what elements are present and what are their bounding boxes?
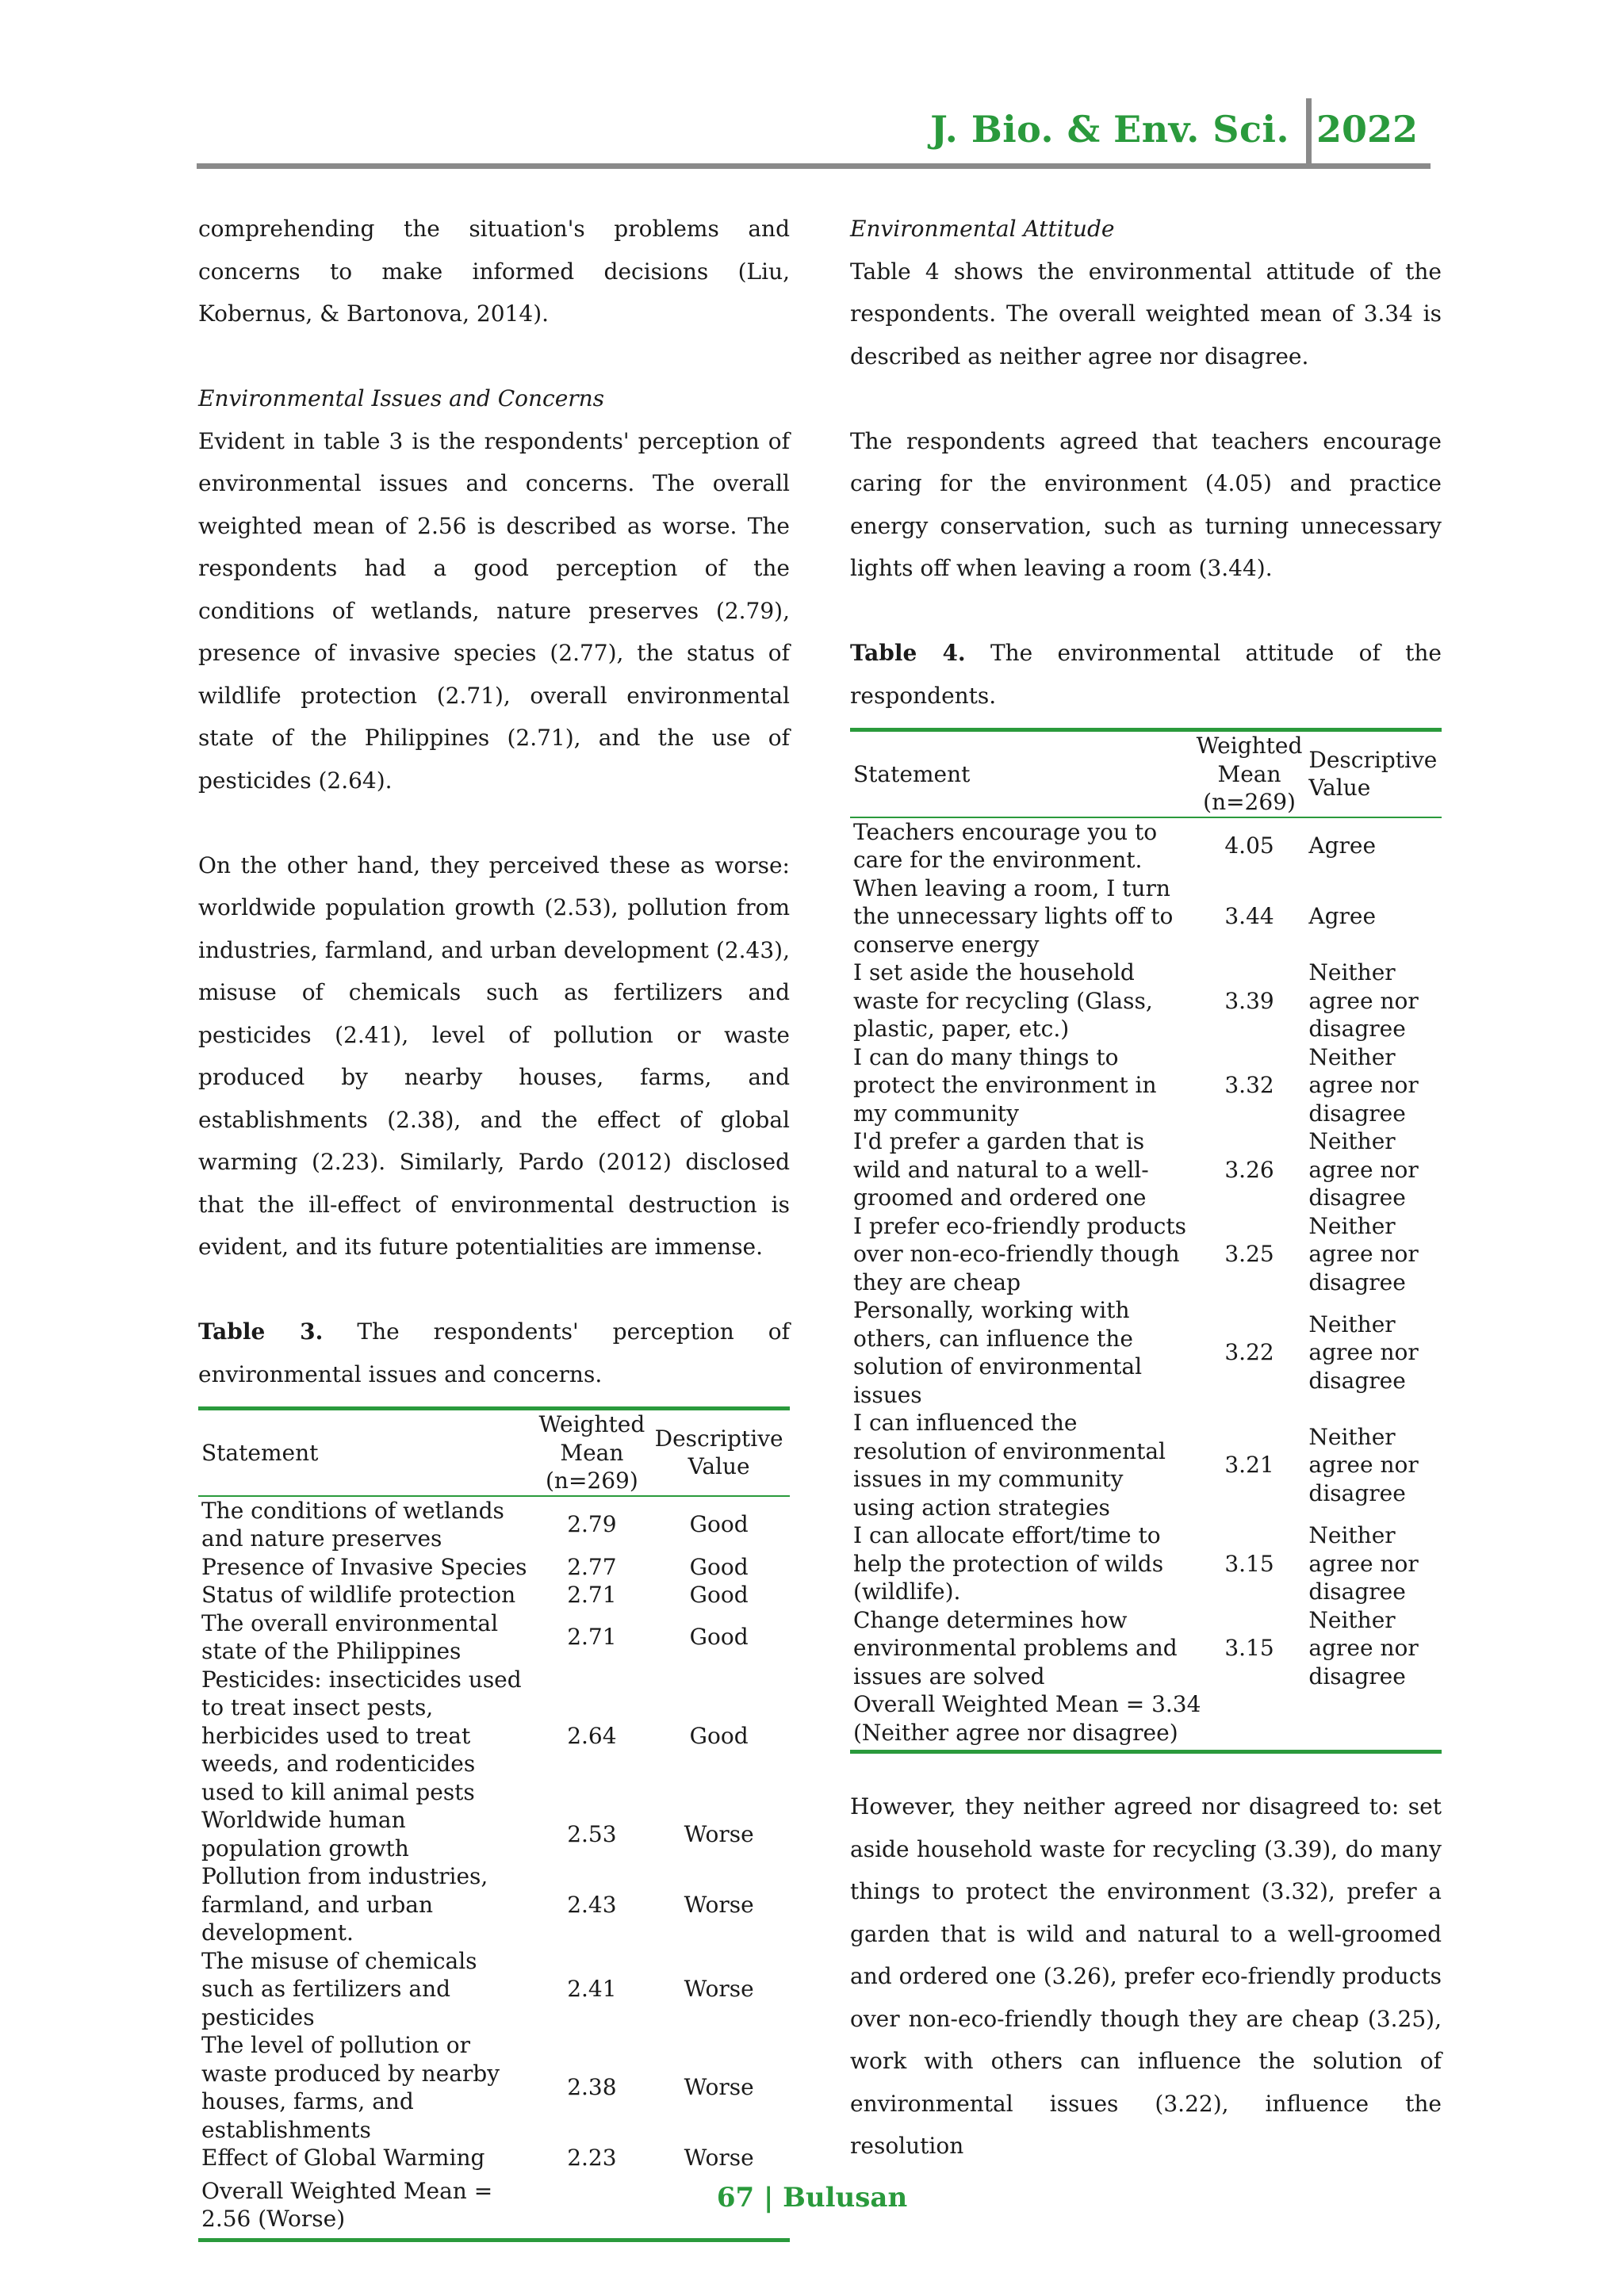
intro-paragraph: comprehending the situation's problems and concerns to make informed decisions (Liu, Kobernus, & Bartonova, 2014). <box>198 216 790 327</box>
table3-header-mean: Weighted Mean (n=269) <box>538 1411 645 1494</box>
table4-caption <box>850 632 1442 717</box>
section-heading-issues: Environmental Issues and Concerns <box>198 385 605 411</box>
table4-overall-row <box>850 1690 1442 1752</box>
table4-statement: Change determines how environmental problems and issues are solved <box>853 1606 1178 1689</box>
table4-mean: 3.32 <box>1224 1072 1274 1098</box>
table-row <box>850 1212 1442 1297</box>
table4-desc: Neither agree nor disagree <box>1308 1212 1419 1295</box>
table3-header-desc: Descriptive Value <box>654 1425 783 1480</box>
table3-mean: 2.77 <box>567 1553 617 1580</box>
table4-caption-text: The environmental attitude of the respondents. <box>850 640 1442 709</box>
table3-statement: The misuse of chemicals such as fertilizers and pesticides <box>201 1947 477 2030</box>
table4-mean: 3.44 <box>1224 903 1274 929</box>
header-divider <box>1306 98 1312 168</box>
table-row <box>850 874 1442 959</box>
table3-statement: Status of wildlife protection <box>201 1582 516 1608</box>
table3-mean: 2.53 <box>567 1820 617 1847</box>
table4-statement: I'd prefer a garden that is wild and natural to a well-groomed and ordered one <box>853 1128 1149 1211</box>
table-row <box>198 1806 790 1862</box>
table4-desc: Neither agree nor disagree <box>1308 1043 1419 1127</box>
table-row <box>850 1606 1442 1691</box>
table3-desc: Worse <box>684 2145 754 2171</box>
table4-overall: Overall Weighted Mean = 3.34 (Neither agree nor disagree) <box>853 1691 1201 1746</box>
table3-statement: Worldwide human population growth <box>201 1807 409 1862</box>
table4-statement: I set aside the household waste for recycling (Glass, plastic, paper, etc.) <box>853 959 1153 1042</box>
table4-statement: Teachers encourage you to care for the environment. <box>853 818 1158 873</box>
table4-statement: I can influenced the resolution of environmental issues in my community using action strategies <box>853 1410 1166 1521</box>
running-header <box>197 94 1431 170</box>
table3-mean: 2.38 <box>567 2074 617 2101</box>
table3-statement: Presence of Invasive Species <box>201 1553 527 1580</box>
table4-mean: 3.15 <box>1224 1550 1274 1577</box>
table3-desc: Good <box>689 1624 749 1651</box>
table3-mean: 2.23 <box>567 2145 617 2171</box>
table3-statement: The overall environmental state of the Philippines <box>201 1609 499 1664</box>
table4-statement: I prefer eco-friendly products over non-eco-friendly though they are cheap <box>853 1212 1186 1295</box>
table3-desc: Good <box>689 1511 749 1538</box>
table3-statement: Pesticides: insecticides used to treat insect pests, herbicides used to treat weeds, and rodenticides used to kill animal pests <box>201 1666 522 1805</box>
table4-mean: 3.39 <box>1224 987 1274 1014</box>
table4-desc: Agree <box>1308 832 1377 859</box>
journal-title: J. Bio. & Env. Sci. <box>930 108 1289 151</box>
header-rule <box>197 163 1431 169</box>
table3-caption-text: The respondents' perception of environmental issues and concerns. <box>198 1318 791 1387</box>
table-row <box>198 2144 790 2172</box>
table3-desc: Worse <box>684 1891 754 1918</box>
table-row <box>198 1553 790 1582</box>
table3-mean: 2.41 <box>567 1976 617 2002</box>
table4-header-row <box>850 730 1442 817</box>
table4-mean: 3.22 <box>1224 1339 1274 1366</box>
table-row <box>198 1947 790 2032</box>
attitude-paragraph-2: The respondents agreed that teachers encourage caring for the environment (4.05) and practice energy conservation, such as turning unnecessary lights off when leaving a room (3.44). <box>850 427 1442 581</box>
table3-mean: 2.71 <box>567 1582 617 1608</box>
table-row <box>850 817 1442 874</box>
table4-desc: Neither agree nor disagree <box>1308 1423 1419 1506</box>
table3-mean: 2.71 <box>567 1624 617 1651</box>
attitude-paragraph-3: However, they neither agreed nor disagreed to: set aside household waste for recycling (3.39), do many things to protect the environment (3.32), prefer a garden that is wild and natural to a well-groomed and ordered one (3.26), prefer eco-friendly products over non-eco-friendly though they are cheap (3.25), work with others can influence the solution of environmental issues (3.22), influence the resolution <box>850 1793 1442 2159</box>
table-row <box>198 1496 790 1553</box>
table-row <box>850 1127 1442 1212</box>
attitude-paragraph-1: Table 4 shows the environmental attitude of the respondents. The overall weighted mean of 3.34 is described as neither agree nor disagree. <box>850 258 1442 369</box>
table3-desc: Good <box>689 1582 749 1608</box>
table4-statement: When leaving a room, I turn the unnecessary lights off to conserve energy <box>853 874 1174 958</box>
journal-year: 2022 <box>1316 108 1418 151</box>
table3-desc: Worse <box>684 2074 754 2101</box>
table-row <box>198 1862 790 1947</box>
table-row <box>850 1409 1442 1521</box>
table3-overall: Overall Weighted Mean = 2.56 (Worse) <box>201 2177 493 2232</box>
table4-desc: Neither agree nor disagree <box>1308 959 1419 1042</box>
table3-statement: The conditions of wetlands and nature preserves <box>201 1497 504 1552</box>
table-row <box>850 1521 1442 1606</box>
right-column <box>850 208 1442 2168</box>
table4-desc: Neither agree nor disagree <box>1308 1606 1419 1689</box>
table4-statement: I can do many things to protect the environment in my community <box>853 1043 1157 1127</box>
issues-paragraph-2: On the other hand, they perceived these as worse: worldwide population growth (2.53), pollution from industries, farmland, and urban development (2.43), misuse of chemicals such as fertilizers and pesticides (2.41), level of pollution or waste produced by nearby houses, farms, and establishments (2.38), and the effect of global warming (2.23). Similarly, Pardo (2012) disclosed that the ill-effect of environmental destruction is evident, and its future potentialities are immense. <box>198 851 790 1260</box>
table4-desc: Neither agree nor disagree <box>1308 1522 1419 1605</box>
table4-mean: 4.05 <box>1224 832 1274 859</box>
table-row <box>198 2031 790 2144</box>
table3-mean: 2.64 <box>567 1722 617 1749</box>
table4-mean: 3.15 <box>1224 1635 1274 1661</box>
table4-header-mean: Weighted Mean (n=269) <box>1196 733 1303 815</box>
section-heading-attitude: Environmental Attitude <box>850 216 1115 242</box>
table4-header-statement: Statement <box>853 760 971 787</box>
table4-mean: 3.25 <box>1224 1241 1274 1267</box>
table3-label: Table 3. <box>198 1318 324 1345</box>
issues-paragraph-1: Evident in table 3 is the respondents' perception of environmental issues and concerns. The overall weighted mean of 2.56 is described as worse. The respondents had a good perception of the conditions of wetlands, nature preserves (2.79), presence of invasive species (2.77), the status of wildlife protection (2.71), overall environmental state of the Philippines (2.71), and the use of pesticides (2.64). <box>198 427 790 794</box>
table3-desc: Worse <box>684 1820 754 1847</box>
table3-header-row <box>198 1409 790 1496</box>
table3-desc: Good <box>689 1722 749 1749</box>
table-row <box>198 1666 790 1807</box>
table-row <box>198 1609 790 1666</box>
table4-mean: 3.26 <box>1224 1156 1274 1183</box>
table4-statement: I can allocate effort/time to help the protection of wilds (wildlife). <box>853 1522 1164 1605</box>
table3-mean: 2.79 <box>567 1511 617 1538</box>
table3-mean: 2.43 <box>567 1891 617 1918</box>
table4-header-desc: Descriptive Value <box>1308 746 1438 802</box>
table4-desc: Neither agree nor disagree <box>1308 1311 1419 1394</box>
table3-desc: Worse <box>684 1976 754 2002</box>
table4-desc: Neither agree nor disagree <box>1308 1128 1419 1211</box>
table-row <box>850 959 1442 1043</box>
page-footer: 67 | Bulusan <box>716 2182 908 2214</box>
table4-label: Table 4. <box>850 640 966 666</box>
table3-desc: Good <box>689 1553 749 1580</box>
table4-mean: 3.21 <box>1224 1452 1274 1479</box>
table-row <box>850 1043 1442 1128</box>
table3 <box>198 1406 790 2242</box>
table3-statement: The level of pollution or waste produced by nearby houses, farms, and establishments <box>201 2032 500 2143</box>
table4-desc: Agree <box>1308 903 1377 929</box>
table3-caption <box>198 1311 790 1395</box>
table3-statement: Effect of Global Warming <box>201 2145 485 2171</box>
table4-statement: Personally, working with others, can influence the solution of environmental issues <box>853 1297 1143 1408</box>
left-column <box>198 208 790 2242</box>
table4 <box>850 728 1442 1754</box>
table-row <box>850 1296 1442 1409</box>
table3-header-statement: Statement <box>201 1439 319 1466</box>
table-row <box>198 1581 790 1609</box>
table3-statement: Pollution from industries, farmland, and urban development. <box>201 1863 488 1946</box>
